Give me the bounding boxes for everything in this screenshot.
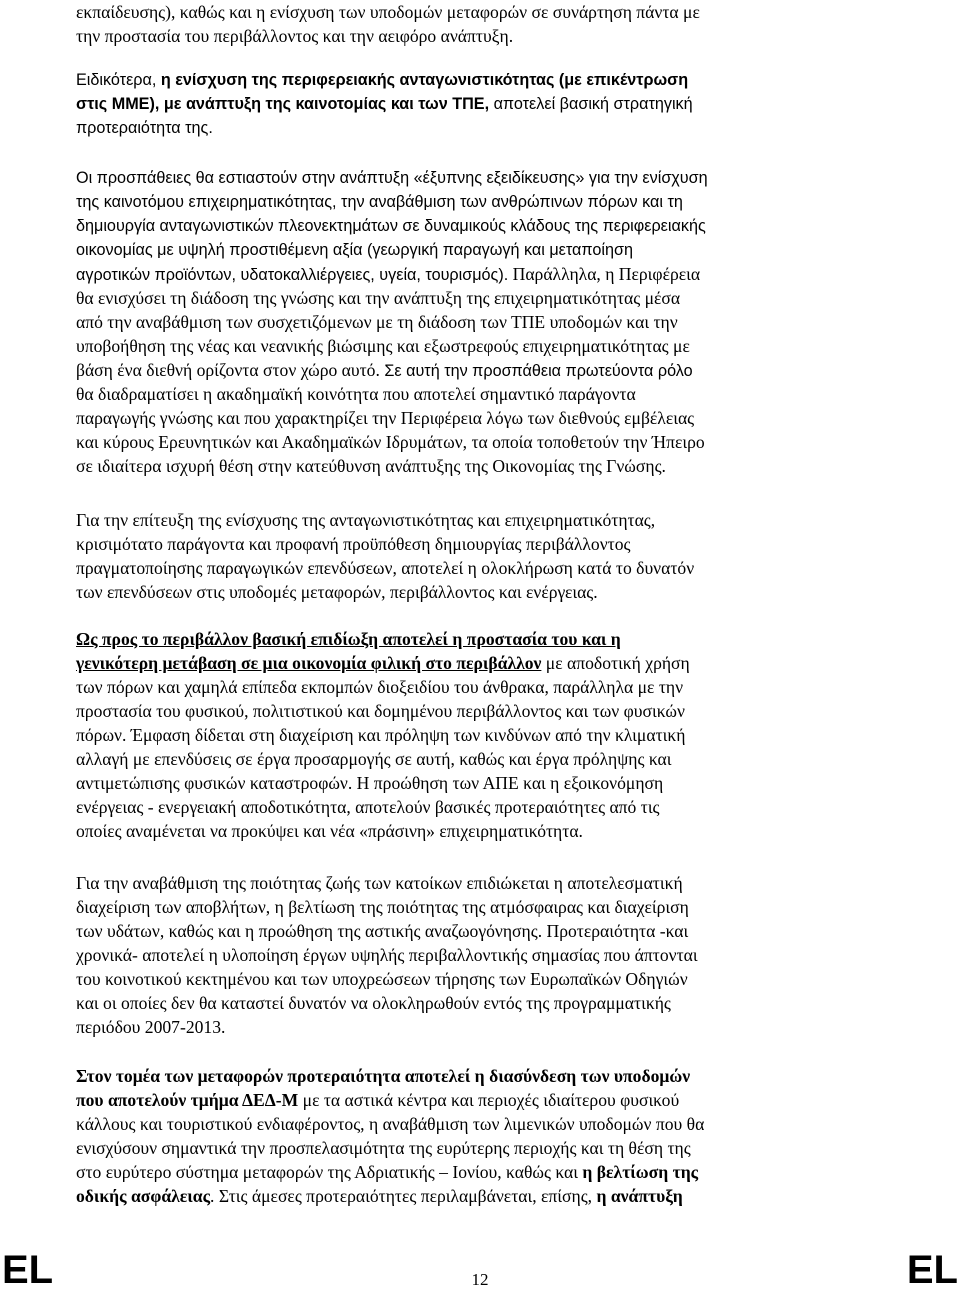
paragraph-quality-of-life — [76, 871, 892, 1039]
text-line: αλλαγή με επενδύσεις σε έργα προσαρμογής σε αυτή, καθώς και έργα πρόληψης και — [76, 749, 672, 769]
paragraph-investments — [76, 508, 892, 604]
underlined-bold-text: γενικότερη μετάβαση σε μια οικονομία φιλική στο περιβάλλον — [76, 653, 542, 673]
text-line: των επενδύσεων στις υποδομές μεταφορών, περιβάλλοντος και ενέργειας. — [76, 582, 598, 602]
bold-text: οδικής ασφάλειας — [76, 1186, 211, 1206]
text-line: και κύρους Ερευνητικών και Ακαδημαϊκών Ιδρυμάτων, τα οποία τοποθετούν την Ήπειρο — [76, 432, 705, 452]
page-number: 12 — [471, 1270, 489, 1289]
text-line: περιόδου 2007-2013. — [76, 1017, 226, 1037]
text-run: Παράλληλα, η Περιφέρεια — [508, 264, 701, 284]
text-line: των υδάτων, καθώς και η προώθηση της αστικής αναζωογόνησης. Προτεραιότητα -και — [76, 921, 689, 941]
bold-text: στις ΜΜΕ), με ανάπτυξη της καινοτομίας και των ΤΠΕ, — [76, 95, 490, 113]
text-line: θα διαδραματίσει η ακαδημαϊκή κοινότητα που αποτελεί σημαντικό παράγοντα — [76, 384, 636, 404]
bold-text: η ενίσχυση της περιφερειακής ανταγωνιστικότητας (με επικέντρωση — [160, 71, 689, 89]
paragraph-competitiveness — [76, 68, 892, 140]
text-line: οποίες αναμένεται να προκύψει και νέα «πράσινη» επιχειρηματικότητα. — [76, 821, 583, 841]
language-code-left: EL — [2, 1248, 54, 1292]
text-line: δημιουργία ανταγωνιστικών πλεονεκτημάτων σε δυναμικούς κλάδους της περιφερειακής — [76, 217, 706, 235]
underlined-bold-text: Ως προς το περιβάλλον βασική επιδίωξη αποτελεί η προστασία του και η — [76, 629, 621, 649]
bold-text: η βελτίωση της — [577, 1162, 699, 1182]
text-line: διαχείριση των αποβλήτων, η βελτίωση της ποιότητας της ατμόσφαιρας και διαχείριση — [76, 897, 689, 917]
text-run: με τα αστικά κέντρα και περιοχές ιδιαίτερου φυσικού — [298, 1090, 680, 1110]
text-run: αποτελεί βασική στρατηγική — [489, 95, 693, 113]
text-line: ενέργειας - ενεργειακή αποδοτικότητα, αποτελούν βασικές προτεραιότητες από τις — [76, 797, 660, 817]
paragraph-environment — [76, 627, 892, 843]
text-line — [76, 1088, 892, 1112]
text-line: και οι οποίες δεν θα καταστεί δυνατόν να ολοκληρωθούν εντός της προγραμματικής — [76, 993, 671, 1013]
text-line: Οι προσπάθειες θα εστιαστούν στην ανάπτυξη «έξυπνης εξειδίκευσης» για την ενίσχυση — [76, 169, 708, 187]
text-line: χρονικά- αποτελεί η υλοποίηση έργων υψηλής περιβαλλοντικής σημασίας που άπτονται — [76, 945, 698, 965]
text-line: της καινοτόμου επιχειρηματικότητας, την αναβάθμιση των ανθρώπινων πόρων και τη — [76, 193, 683, 211]
text-run: αγροτικών προϊόντων, υδατοκαλλιέργειες, υγεία, τουρισμός). — [76, 266, 509, 284]
language-code-right: EL — [906, 1248, 958, 1292]
text-line: προστασία του φυσικού, πολιτιστικού και δομημένου περιβάλλοντος και των φυσικών — [76, 701, 685, 721]
text-run: Ειδικότερα, — [76, 71, 161, 89]
text-run: βάση ένα διεθνή ορίζοντα στον χώρο αυτό. — [76, 360, 380, 380]
text-line: ενισχύσουν σημαντικά την προσπελασιμότητα της ευρύτερης περιοχής και τη θέση της — [76, 1138, 691, 1158]
bold-text: Στον τομέα των μεταφορών προτεραιότητα αποτελεί η διασύνδεση των υποδομών — [76, 1066, 691, 1086]
text-line: θα ενισχύσει τη διάδοση της γνώσης και την ανάπτυξη της επιχειρηματικότητας μέσα — [76, 288, 681, 308]
text-run: με αποδοτική χρήση — [541, 653, 690, 673]
text-line: εκπαίδευσης), καθώς και η ενίσχυση των υποδομών μεταφορών σε συνάρτηση πάντα με — [76, 2, 700, 22]
text-line: κρισιμότατο παράγοντα και προφανή προϋπόθεση δημιουργίας περιβάλλοντος — [76, 534, 631, 554]
text-line: προτεραιότητα της. — [76, 119, 213, 137]
text-line: Για την επίτευξη της ενίσχυσης της ανταγωνιστικότητας και επιχειρηματικότητας, — [76, 510, 656, 530]
text-line — [76, 92, 892, 116]
text-line — [76, 1184, 892, 1208]
text-line: των πόρων και χαμηλά επίπεδα εκπομπών διοξειδίου του άνθρακα, παράλληλα με την — [76, 677, 684, 697]
paragraph-smart-specialisation — [76, 166, 892, 478]
text-line: πραγματοποίησης παραγωγικών επενδύσεων, αποτελεί η ολοκλήρωση κατά το δυνατόν — [76, 558, 695, 578]
text-line: αντιμετώπισης φυσικών καταστροφών. Η προώθηση των ΑΠΕ και η εξοικονόμηση — [76, 773, 664, 793]
text-line: κάλλους και τουριστικού ενδιαφέροντος, η αναβάθμιση των λιμενικών υποδομών που θα — [76, 1114, 705, 1134]
text-run: Σε αυτή την προσπάθεια πρωτεύοντα ρόλο — [379, 362, 693, 380]
intro-paragraph — [76, 0, 892, 48]
text-line: πόρων. Έμφαση δίδεται στη διαχείριση και πρόληψη των κινδύνων από την κλιματική — [76, 725, 686, 745]
paragraph-transport — [76, 1064, 892, 1208]
text-line — [76, 358, 892, 382]
text-run: . Στις άμεσες προτεραιότητες περιλαμβάνεται, επίσης, — [210, 1186, 593, 1206]
text-line: σε ιδιαίτερα ισχυρή θέση στην κατεύθυνση ανάπτυξης της Οικονομίας της Γνώσης. — [76, 456, 666, 476]
text-line: Για την αναβάθμιση της ποιότητας ζωής των κατοίκων επιδιώκεται η αποτελεσματική — [76, 873, 683, 893]
bold-text: η ανάπτυξη — [592, 1186, 683, 1206]
text-line: την προστασία του περιβάλλοντος και την αειφόρο ανάπτυξη. — [76, 26, 514, 46]
text-line: παραγωγής γνώσης και που χαρακτηρίζει την Περιφέρεια λόγω των διεθνούς εμβέλειας — [76, 408, 695, 428]
text-line: οικονομίας με υψηλή προστιθέμενη αξία (γεωργική παραγωγή και μεταποίηση — [76, 241, 633, 259]
text-line — [76, 651, 892, 675]
text-line: του κοινοτικού κεκτημένου και των υποχρεώσεων τήρησης των Ευρωπαϊκών Οδηγιών — [76, 969, 688, 989]
text-run: στο ευρύτερο σύστημα μεταφορών της Αδριατικής – Ιονίου, καθώς και — [76, 1162, 578, 1182]
bold-text: που αποτελούν τμήμα ΔΕΔ-Μ — [76, 1090, 299, 1110]
text-line — [76, 68, 892, 92]
text-line: υποβοήθηση της νέας και νεανικής βιώσιμης και εξωστρεφούς επιχειρηματικότητας με — [76, 336, 690, 356]
text-line — [76, 1160, 892, 1184]
text-line: από την αναβάθμιση των συσχετιζόμενων με τη διάδοση των ΤΠΕ υποδομών και την — [76, 312, 678, 332]
text-line — [76, 262, 892, 286]
